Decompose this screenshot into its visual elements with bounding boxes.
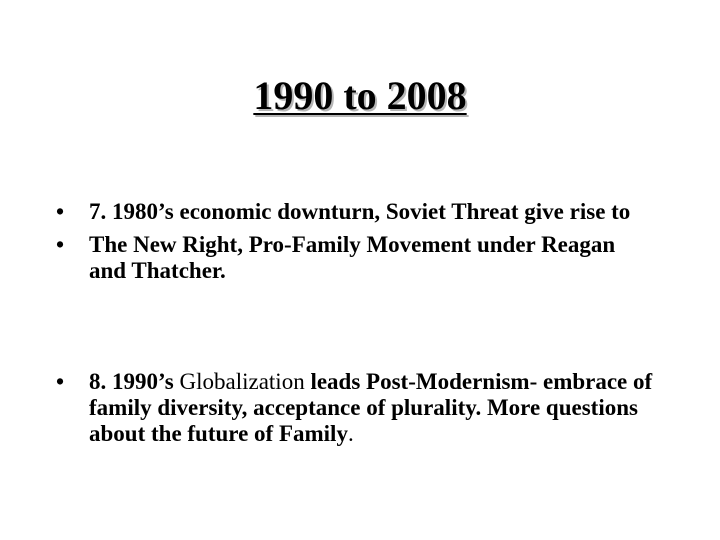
bullet-text-part-normal: Globalization bbox=[179, 369, 305, 394]
bullet-text: 7. 1980’s economic downturn, Soviet Threat give rise to bbox=[89, 199, 631, 224]
bullet-text-part: 8. 1990’s bbox=[89, 369, 180, 394]
bullet-list-2 bbox=[54, 369, 654, 454]
slide-title: 1990 to 2008 bbox=[253, 73, 467, 118]
bullet-text-part-normal: . bbox=[347, 421, 354, 446]
bullet-text: The New Right, Pro-Family Movement under Reagan and Thatcher. bbox=[89, 232, 616, 283]
bullet-item bbox=[54, 232, 654, 284]
bullet-dot-icon: • bbox=[56, 199, 65, 224]
bullet-dot-icon: • bbox=[56, 232, 65, 257]
bullet-item bbox=[54, 199, 654, 225]
bullet-dot-icon: • bbox=[56, 369, 65, 394]
bullet-list-1 bbox=[54, 199, 654, 291]
bullet-text-part: leads Post-Modernism- embrace of family diversity, acceptance of plurality. More questions about the future of Family bbox=[89, 369, 653, 446]
bullet-item bbox=[54, 369, 654, 447]
